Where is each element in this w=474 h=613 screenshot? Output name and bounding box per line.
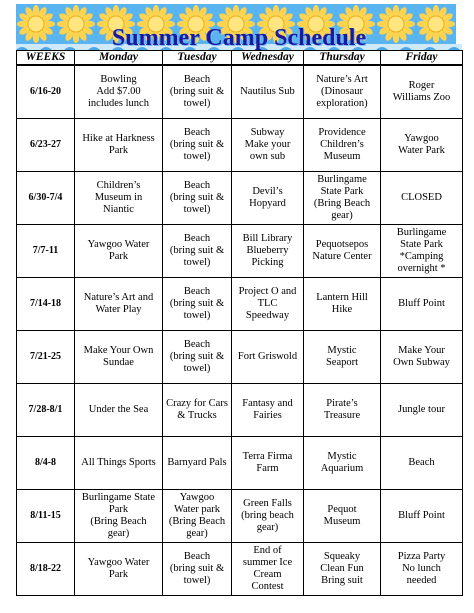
header-friday: Friday — [381, 51, 463, 66]
activity-text: Beach (bring suit & towel) — [169, 74, 225, 109]
activity-cell-wednesday — [232, 278, 304, 331]
activity-cell-thursday — [304, 119, 381, 172]
header-thursday: Thursday — [304, 51, 381, 66]
header-weeks: WEEKS — [17, 51, 75, 66]
activity-cell-tuesday — [163, 543, 232, 596]
page-title: Summer Camp Schedule — [111, 25, 367, 51]
activity-text: Beach (bring suit & towel) — [169, 233, 225, 268]
activity-cell-wednesday — [232, 65, 304, 119]
activity-text: Bill Library Blueberry Picking — [242, 233, 293, 268]
activity-cell-thursday — [304, 490, 381, 543]
activity-cell-thursday — [304, 384, 381, 437]
table-row — [17, 331, 463, 384]
activity-cell-wednesday — [232, 172, 304, 225]
header-wednesday: Wednesday — [232, 51, 304, 66]
table-row — [17, 437, 463, 490]
activity-cell-monday — [75, 225, 163, 278]
activity-text: Children’s Museum in Niantic — [94, 180, 143, 215]
activity-cell-thursday — [304, 225, 381, 278]
activity-text: Yawgoo Water park (Bring Beach gear) — [168, 492, 226, 539]
activity-text: Nautilus Sub — [240, 86, 295, 97]
activity-cell-tuesday — [163, 437, 232, 490]
activity-text: Subway Make your own sub — [244, 127, 291, 162]
activity-cell-wednesday — [232, 225, 304, 278]
week-cell: 8/11-15 — [17, 490, 75, 543]
activity-text: Bluff Point — [398, 510, 445, 521]
activity-text: Beach (bring suit & towel) — [169, 127, 225, 162]
activity-text: Providence Children’s Museum — [318, 127, 366, 162]
activity-cell-friday — [381, 119, 463, 172]
activity-text: Pequot Museum — [323, 504, 361, 527]
activity-text: Burlingame State Park *Camping overnight * — [396, 227, 447, 274]
activity-cell-wednesday — [232, 437, 304, 490]
activity-text: All Things Sports — [81, 457, 156, 468]
activity-text: Nature’s Art and Water Play — [83, 292, 154, 315]
activity-text: Beach (bring suit & towel) — [169, 551, 225, 586]
activity-cell-monday — [75, 384, 163, 437]
table-row — [17, 490, 463, 543]
activity-text: CLOSED — [401, 192, 442, 203]
activity-cell-friday — [381, 490, 463, 543]
activity-cell-tuesday — [163, 384, 232, 437]
week-cell: 6/23-27 — [17, 119, 75, 172]
activity-cell-thursday — [304, 437, 381, 490]
week-cell: 8/4-8 — [17, 437, 75, 490]
header-tuesday: Tuesday — [163, 51, 232, 66]
activity-cell-thursday — [304, 278, 381, 331]
activity-text: Yawgoo Water Park — [87, 557, 150, 580]
week-cell: 8/18-22 — [17, 543, 75, 596]
table-row — [17, 65, 463, 119]
table-row — [17, 172, 463, 225]
activity-cell-friday — [381, 278, 463, 331]
activity-cell-tuesday — [163, 225, 232, 278]
activity-text: Make Your Own Subway — [393, 345, 450, 368]
activity-cell-tuesday — [163, 172, 232, 225]
activity-cell-friday — [381, 331, 463, 384]
activity-cell-friday — [381, 225, 463, 278]
activity-text: Nature’s Art (Dinosaur exploration) — [316, 74, 368, 109]
activity-cell-friday — [381, 65, 463, 119]
activity-text: Bowling Add $7.00 includes lunch — [88, 74, 149, 109]
activity-cell-monday — [75, 543, 163, 596]
activity-text: Crazy for Cars & Trucks — [166, 398, 228, 421]
activity-text: Jungle tour — [398, 404, 445, 415]
activity-cell-tuesday — [163, 65, 232, 119]
activity-text: Green Falls (bring beach gear) — [241, 498, 294, 533]
activity-text: Hike at Harkness Park — [82, 133, 155, 156]
activity-text: Burlingame State Park (Bring Beach gear) — [81, 492, 156, 539]
activity-text: Yawgoo Water Park — [87, 239, 150, 262]
activity-cell-monday — [75, 119, 163, 172]
activity-text: End of summer Ice Cream Contest — [242, 545, 293, 592]
activity-cell-thursday — [304, 172, 381, 225]
activity-text: Terra Firma Farm — [242, 451, 293, 474]
table-row — [17, 119, 463, 172]
activity-cell-wednesday — [232, 543, 304, 596]
week-cell: 6/30-7/4 — [17, 172, 75, 225]
activity-cell-thursday — [304, 331, 381, 384]
week-cell: 7/28-8/1 — [17, 384, 75, 437]
table-row — [17, 543, 463, 596]
activity-text: Burlingame State Park (Bring Beach gear) — [313, 174, 371, 221]
activity-text: Mystic Seaport — [325, 345, 359, 368]
table-row — [17, 278, 463, 331]
activity-cell-tuesday — [163, 331, 232, 384]
activity-text: Beach — [408, 457, 435, 468]
activity-text: Lantern Hill Hike — [316, 292, 368, 315]
week-cell: 7/21-25 — [17, 331, 75, 384]
activity-cell-wednesday — [232, 490, 304, 543]
activity-text: Roger Williams Zoo — [392, 80, 451, 103]
activity-text: Mystic Aquarium — [320, 451, 364, 474]
week-cell: 7/7-11 — [17, 225, 75, 278]
activity-text: Beach (bring suit & towel) — [169, 180, 225, 215]
activity-text: Squeaky Clean Fun Bring suit — [320, 551, 364, 586]
schedule-table — [16, 50, 463, 596]
table-row — [17, 225, 463, 278]
activity-cell-monday — [75, 331, 163, 384]
activity-text: Yawgoo Water Park — [398, 133, 445, 156]
activity-cell-wednesday — [232, 384, 304, 437]
activity-cell-wednesday — [232, 119, 304, 172]
activity-cell-monday — [75, 172, 163, 225]
header-row — [17, 51, 463, 66]
activity-cell-thursday — [304, 543, 381, 596]
activity-text: Devil’s Hopyard — [249, 186, 286, 209]
activity-cell-friday — [381, 543, 463, 596]
activity-cell-wednesday — [232, 331, 304, 384]
activity-text: Beach (bring suit & towel) — [169, 286, 225, 321]
activity-cell-monday — [75, 490, 163, 543]
activity-cell-monday — [75, 437, 163, 490]
header-monday: Monday — [75, 51, 163, 66]
activity-cell-friday — [381, 437, 463, 490]
activity-cell-thursday — [304, 65, 381, 119]
activity-text: Barnyard Pals — [167, 457, 227, 468]
activity-text: Fantasy and Fairies — [242, 398, 293, 421]
activity-cell-friday — [381, 172, 463, 225]
activity-text: Bluff Point — [398, 298, 445, 309]
activity-text: Pizza Party No lunch needed — [397, 551, 446, 586]
activity-text: Pequotsepos Nature Center — [312, 239, 372, 262]
activity-text: Fort Griswold — [237, 351, 298, 362]
activity-cell-friday — [381, 384, 463, 437]
table-row — [17, 384, 463, 437]
week-cell: 6/16-20 — [17, 65, 75, 119]
activity-cell-tuesday — [163, 490, 232, 543]
activity-text: Beach (bring suit & towel) — [169, 339, 225, 374]
activity-text: Project O and TLC Speedway — [238, 286, 297, 321]
activity-text: Make Your Own Sundae — [83, 345, 154, 368]
week-cell: 7/14-18 — [17, 278, 75, 331]
activity-cell-monday — [75, 278, 163, 331]
activity-cell-tuesday — [163, 119, 232, 172]
activity-cell-monday — [75, 65, 163, 119]
activity-cell-tuesday — [163, 278, 232, 331]
activity-text: Pirate’s Treasure — [323, 398, 361, 421]
activity-text: Under the Sea — [88, 404, 149, 415]
